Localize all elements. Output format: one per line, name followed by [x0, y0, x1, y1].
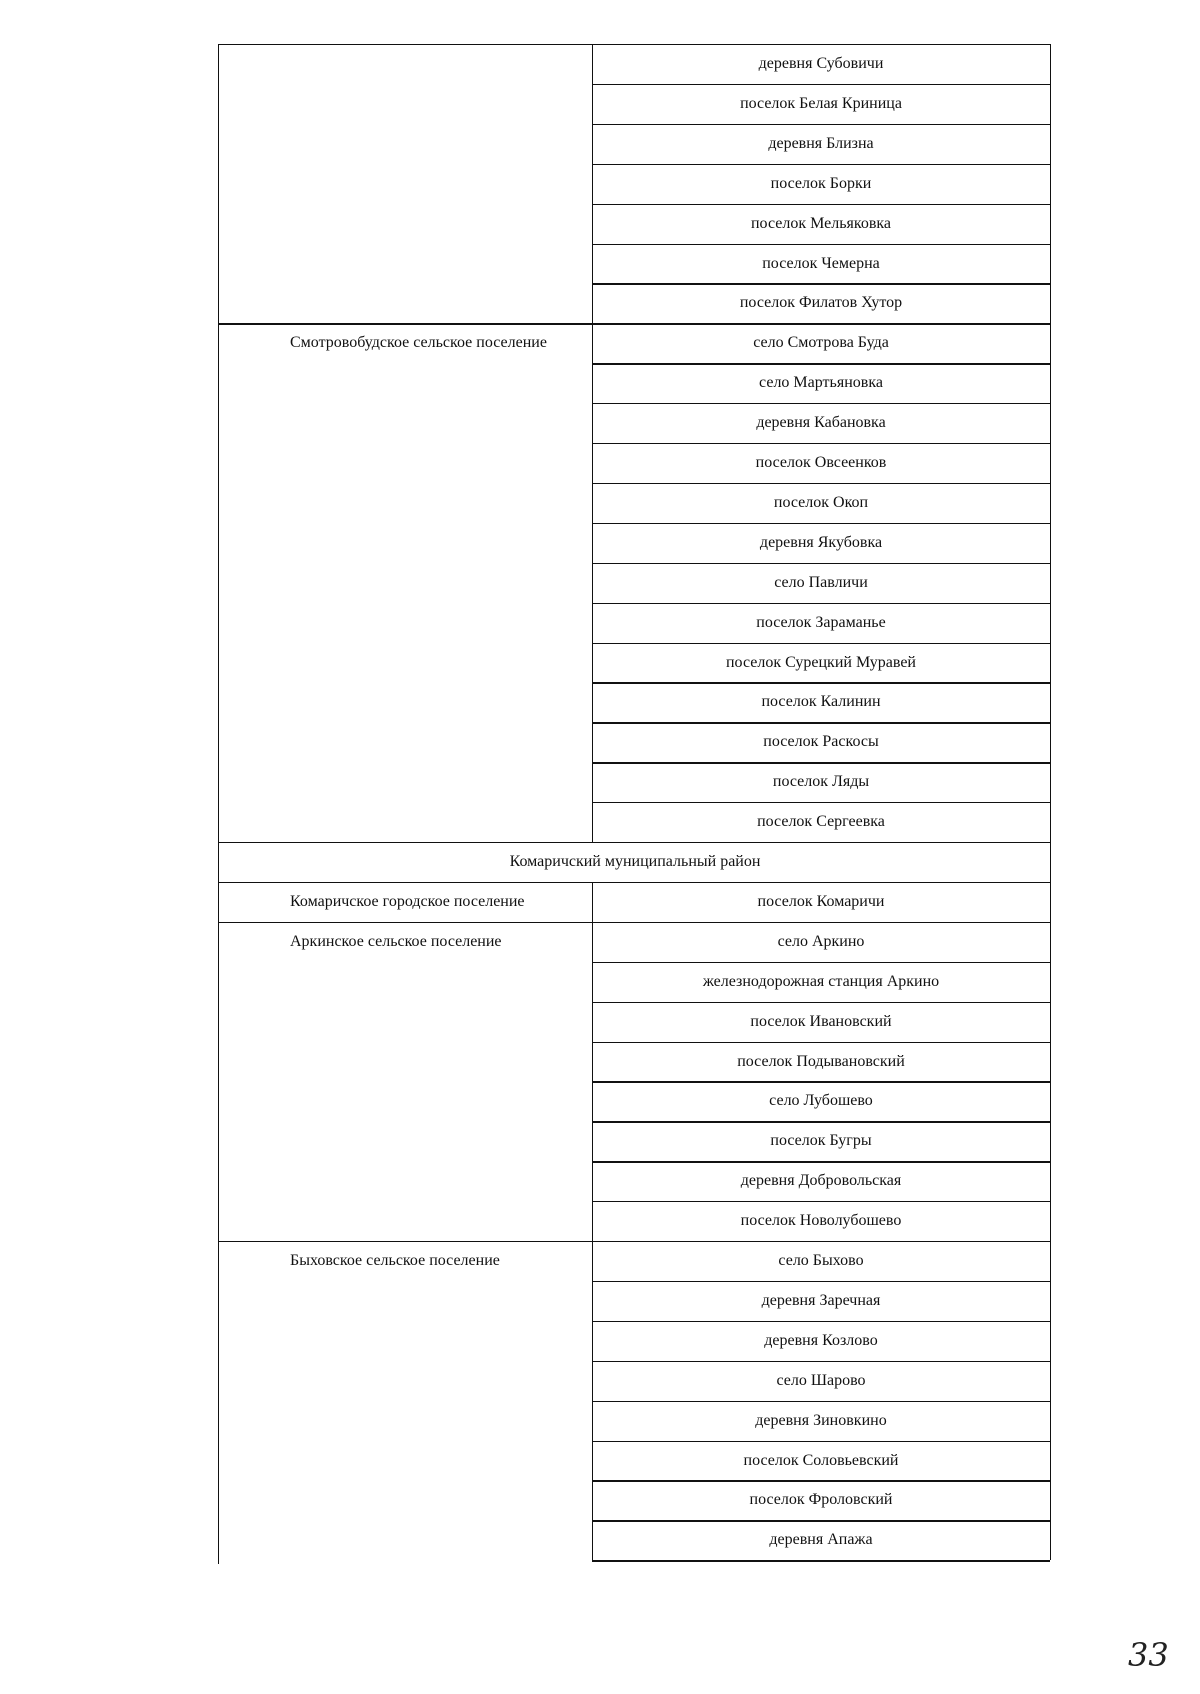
- table-rule: [592, 44, 593, 842]
- table-rule: [592, 882, 593, 1560]
- settlement-name: поселок Окоп: [773, 493, 869, 511]
- settlement-name: поселок Овсеенков: [755, 454, 887, 471]
- settlement-name: деревня Якубовка: [759, 533, 883, 551]
- settlement-name: село Лубошево: [769, 1092, 873, 1110]
- settlement-name: поселок Чемерна: [762, 254, 880, 272]
- settlement-name: село Аркино: [777, 932, 865, 950]
- page-number: 33: [1128, 1636, 1169, 1674]
- municipal-formation-name: Быховское сельское поселение: [290, 1252, 500, 1269]
- settlement-name: поселок Соловьевский: [743, 1451, 899, 1469]
- settlement-name: поселок Белая Криница: [740, 94, 902, 112]
- settlement-name: поселок Подывановский: [737, 1052, 905, 1070]
- settlement-name: деревня Апажа: [769, 1531, 873, 1549]
- settlement-name: поселок Новолубошево: [740, 1212, 902, 1230]
- settlement-name: поселок Сергеевка: [757, 813, 885, 831]
- settlement-name: поселок Раскосы: [763, 733, 879, 751]
- settlement-name: деревня Субовичи: [758, 55, 884, 72]
- settlement-name: поселок Ивановский: [750, 1012, 892, 1030]
- settlement-name: деревня Зиновкино: [755, 1411, 887, 1429]
- settlement-name: село Шарово: [776, 1371, 866, 1389]
- table-rule: [1050, 44, 1051, 1560]
- settlement-name: поселок Сурецкий Муравей: [725, 653, 916, 671]
- settlement-name: село Смотрова Буда: [753, 334, 889, 352]
- settlement-name: поселок Бугры: [770, 1132, 872, 1150]
- settlement-name: деревня Кабановка: [756, 414, 886, 432]
- municipal-formation-name: Аркинское сельское поселение: [290, 932, 502, 950]
- settlement-name: железнодорожная станция Аркино: [702, 972, 940, 990]
- settlement-name: село Мартьяновка: [759, 374, 883, 392]
- settlement-name: деревня Козлово: [764, 1331, 878, 1349]
- settlement-name: поселок Ляды: [772, 773, 870, 791]
- settlement-name: деревня Добровольская: [740, 1172, 902, 1190]
- settlement-name: поселок Зараманье: [756, 613, 886, 631]
- district-name: Комаричский муниципальный район: [509, 853, 761, 870]
- settlement-name: поселок Фроловский: [749, 1491, 893, 1509]
- table-rule: [592, 1560, 1050, 1561]
- municipal-formation-name: Смотровобудское сельское поселение: [290, 334, 547, 352]
- settlement-name: село Быхово: [778, 1252, 864, 1269]
- settlement-name: поселок Филатов Хутор: [739, 294, 903, 312]
- settlement-name: поселок Мельяковка: [750, 214, 892, 232]
- settlement-name: село Павличи: [774, 573, 868, 591]
- settlement-name: поселок Калинин: [761, 693, 881, 711]
- settlement-name: поселок Борки: [770, 174, 872, 192]
- settlement-name: поселок Комаричи: [757, 892, 885, 910]
- municipal-formation-name: Комаричское городское поселение: [290, 892, 525, 910]
- settlement-name: деревня Близна: [768, 134, 874, 152]
- table-rule: [218, 44, 219, 1564]
- settlement-name: деревня Заречная: [761, 1291, 881, 1309]
